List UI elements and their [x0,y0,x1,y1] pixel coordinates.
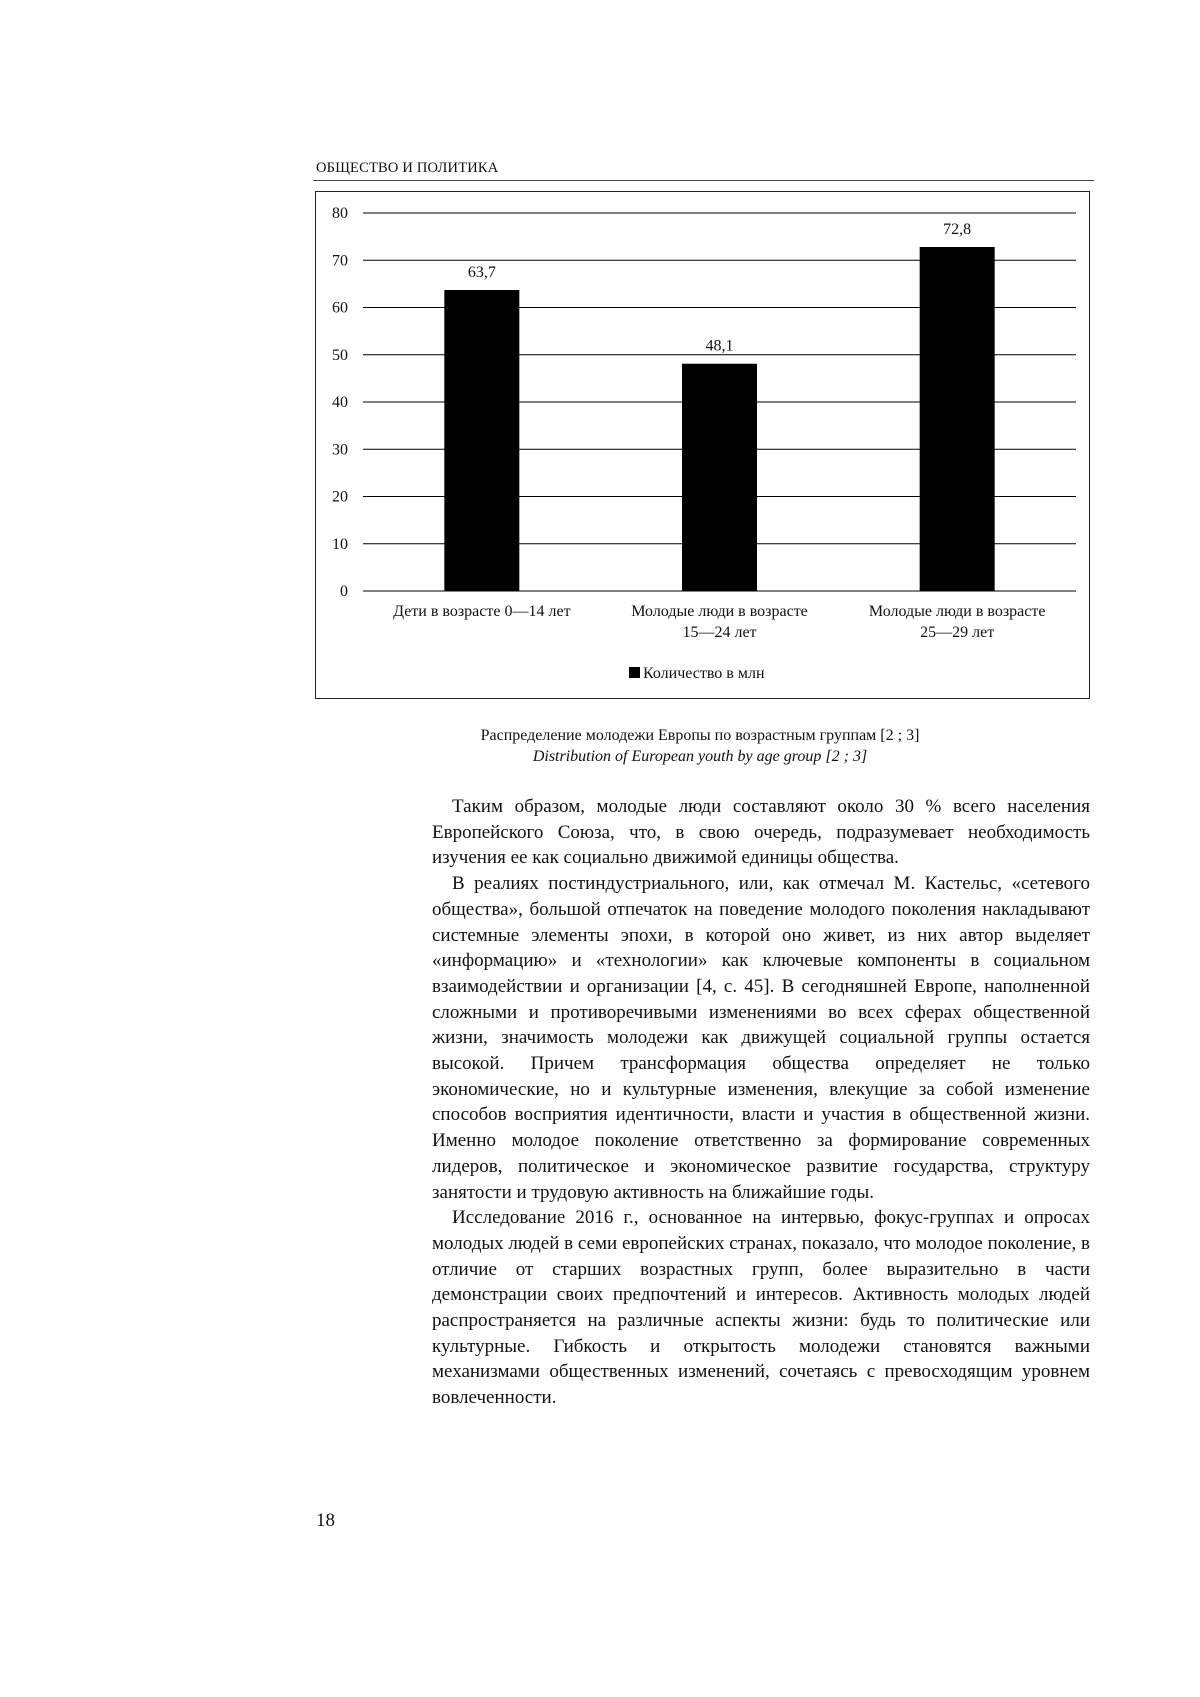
paragraph: Исследование 2016 г., основанное на интервью, фокус-группах и опросах молодых людей в семи европейских странах, показало, что молодое поколение, в отличие от старших возрастных групп, более выразительно в части демонстрации своих предпочтений и интересов. Активность молодых людей распространяется на различные аспекты жизни: будь то политические или культурные. Гибкость и открытость молодежи становятся важными механизмами общественных изменений, сочетаясь с превосходящим уровнем вовлеченности. [432,1205,1090,1411]
x-tick-label: Молодые люди в возрасте [869,603,1046,620]
figure-caption-ru: Распределение молодежи Европы по возрастным группам [2 ; 3] [300,726,1100,746]
data-label: 63,7 [468,264,496,281]
legend-label: Количество в млн [643,665,765,682]
x-tick-label: Молодые люди в возрасте [631,603,808,620]
header-rule [313,180,1094,181]
chart-frame [315,191,1090,699]
page-number: 18 [316,1510,335,1532]
paragraph: Таким образом, молодые люди составляют около 30 % всего населения Европейского Союза, что, в свою очередь, подразумевает необходимость изучения ее как социально движимой единицы общества. [432,794,1090,871]
y-tick-label: 50 [332,347,348,364]
bar [920,247,995,591]
running-header: ОБЩЕСТВО И ПОЛИТИКА [316,160,498,177]
y-tick-label: 30 [332,441,348,458]
x-tick-label: 15—24 лет [682,624,756,641]
y-tick-label: 40 [332,394,348,411]
bar [682,364,757,591]
y-tick-label: 80 [332,205,348,222]
body-text [432,794,1090,1411]
data-label: 72,8 [943,221,971,238]
bar [444,290,519,591]
y-tick-label: 0 [340,583,348,600]
y-tick-label: 20 [332,489,348,506]
y-tick-label: 10 [332,536,348,553]
y-tick-label: 70 [332,252,348,269]
legend-swatch [629,667,640,678]
bar-chart [316,192,1089,698]
data-label: 48,1 [706,338,734,355]
x-tick-label: Дети в возрасте 0—14 лет [393,603,570,620]
paragraph: В реалиях постиндустриального, или, как отмечал М. Кастельс, «сетевого общества», большой отпечаток на поведение молодого поколения накладывают системные элементы эпохи, в которой оно живет, из них автор выделяет «информацию» и «технологии» как ключевые компоненты в социальном взаимодействии и организации [4, с. 45]. В сегодняшней Европе, наполненной сложными и противоречивыми изменениями во всех сферах общественной жизни, значимость молодежи как движущей социальной группы остается высокой. Причем трансформация общества определяет не только экономические, но и культурные изменения, влекущие за собой изменение способов восприятия идентичности, власти и участия в общественной жизни. Именно молодое поколение ответственно за формирование современных лидеров, политическое и экономическое развитие государства, структуру занятости и трудовую активность на ближайшие годы. [432,871,1090,1205]
figure-caption-en: Distribution of European youth by age group [2 ; 3] [300,747,1100,767]
y-tick-label: 60 [332,300,348,317]
x-tick-label: 25—29 лет [920,624,994,641]
